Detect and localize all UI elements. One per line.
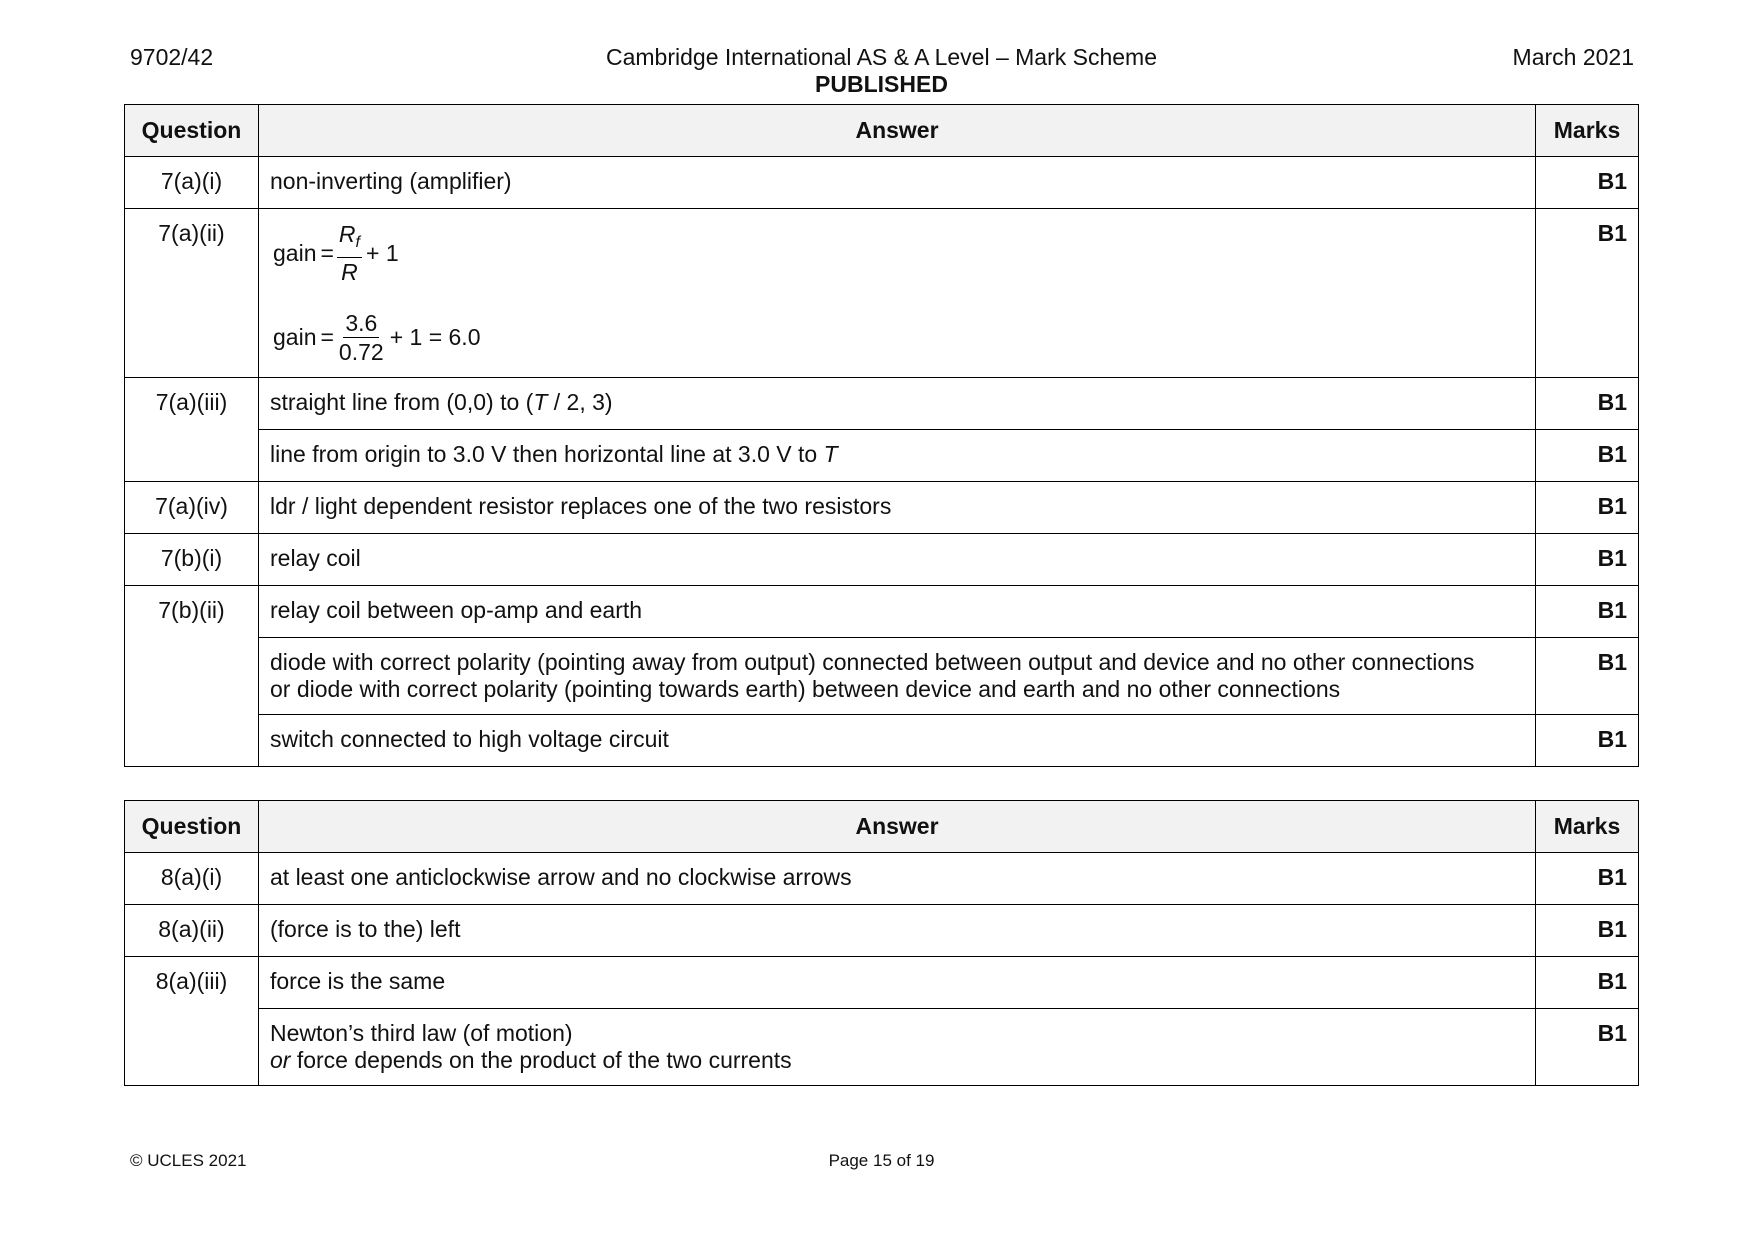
calculation-tail: + 1 = 6.0 xyxy=(389,324,481,350)
fraction-denominator: 0.72 xyxy=(338,339,384,365)
mark-value: B1 xyxy=(1536,378,1639,430)
question-number: 8(a)(iii) xyxy=(125,957,259,1086)
question-number: 7(a)(iv) xyxy=(125,482,259,534)
copyright-notice: © UCLES 2021 xyxy=(130,1151,247,1170)
answer-text: relay coil xyxy=(259,534,1536,586)
mark-scheme-table-q8 xyxy=(124,800,1639,1086)
table-row xyxy=(125,957,1639,1009)
answer-text: line from origin to 3.0 V then horizontal line at 3.0 V to T xyxy=(259,430,1536,482)
question-number: 7(a)(i) xyxy=(125,157,259,209)
gain-label: gain xyxy=(273,239,317,266)
column-header-marks: Marks xyxy=(1536,801,1639,853)
mark-value: B1 xyxy=(1536,482,1639,534)
table-row xyxy=(125,157,1639,209)
column-header-answer: Answer xyxy=(259,801,1536,853)
mark-value: B1 xyxy=(1536,905,1639,957)
answer-equations xyxy=(259,209,1536,378)
answer-text: straight line from (0,0) to (T / 2, 3) xyxy=(259,378,1536,430)
page-header-title xyxy=(0,44,1755,98)
answer-text: diode with correct polarity (pointing away from output) connected between output and device and no other connections or diode with correct polarity (pointing towards earth) between device and earth and no other connections xyxy=(259,638,1536,715)
mark-value: B1 xyxy=(1536,157,1639,209)
fraction-denominator: R xyxy=(341,259,358,285)
table-row xyxy=(125,638,1639,715)
gain-formula: gain = $\frac{R_f}{R}$ + 1 xyxy=(273,221,399,285)
mark-value: B1 xyxy=(1536,586,1639,638)
question-number: 7(a)(iii) xyxy=(125,378,259,482)
answer-text: switch connected to high voltage circuit xyxy=(259,715,1536,767)
table-row xyxy=(125,482,1639,534)
mark-value: B1 xyxy=(1536,1009,1639,1086)
table-header-row xyxy=(125,105,1639,157)
mark-scheme-table-q7 xyxy=(124,104,1639,767)
exam-date: March 2021 xyxy=(1512,44,1634,70)
column-header-question: Question xyxy=(125,801,259,853)
question-number: 7(b)(i) xyxy=(125,534,259,586)
table-row xyxy=(125,430,1639,482)
table-row xyxy=(125,586,1639,638)
formula-tail: + 1 xyxy=(366,239,399,266)
column-header-question: Question xyxy=(125,105,259,157)
table-header-row xyxy=(125,801,1639,853)
question-number: 8(a)(ii) xyxy=(125,905,259,957)
column-header-answer: Answer xyxy=(259,105,1536,157)
mark-value: B1 xyxy=(1536,209,1639,378)
column-header-marks: Marks xyxy=(1536,105,1639,157)
gain-calculation: gain = $\frac{3.6}{0.72}$ + 1 = 6.0 xyxy=(273,310,481,365)
table-row xyxy=(125,1009,1639,1086)
gain-label: gain xyxy=(273,324,317,350)
question-number: 7(b)(ii) xyxy=(125,586,259,767)
answer-text: force is the same xyxy=(259,957,1536,1009)
answer-text: relay coil between op-amp and earth xyxy=(259,586,1536,638)
mark-value: B1 xyxy=(1536,853,1639,905)
question-number: 7(a)(ii) xyxy=(125,209,259,378)
question-number: 8(a)(i) xyxy=(125,853,259,905)
header-published: PUBLISHED xyxy=(815,71,948,97)
mark-value: B1 xyxy=(1536,957,1639,1009)
fraction-numerator: 3.6 xyxy=(345,310,378,336)
mark-value: B1 xyxy=(1536,534,1639,586)
answer-text: non-inverting (amplifier) xyxy=(259,157,1536,209)
table-row xyxy=(125,534,1639,586)
page-number: Page 15 of 19 xyxy=(828,1151,935,1170)
mark-value: B1 xyxy=(1536,638,1639,715)
paper-code: 9702/42 xyxy=(130,44,214,70)
answer-text: at least one anticlockwise arrow and no clockwise arrows xyxy=(259,853,1536,905)
answer-text: Newton’s third law (of motion) or force depends on the product of the two currents xyxy=(259,1009,1536,1086)
fraction xyxy=(337,309,386,366)
answer-text: ldr / light dependent resistor replaces one of the two resistors xyxy=(259,482,1536,534)
table-row xyxy=(125,209,1639,378)
mark-value: B1 xyxy=(1536,715,1639,767)
answer-text: (force is to the) left xyxy=(259,905,1536,957)
fraction xyxy=(337,220,362,286)
header-title: Cambridge International AS & A Level – Mark Scheme xyxy=(605,44,1158,70)
table-row xyxy=(125,378,1639,430)
table-row xyxy=(125,853,1639,905)
fraction-numerator: $R_f$ xyxy=(337,220,362,258)
mark-value: B1 xyxy=(1536,430,1639,482)
table-row xyxy=(125,905,1639,957)
table-row xyxy=(125,715,1639,767)
